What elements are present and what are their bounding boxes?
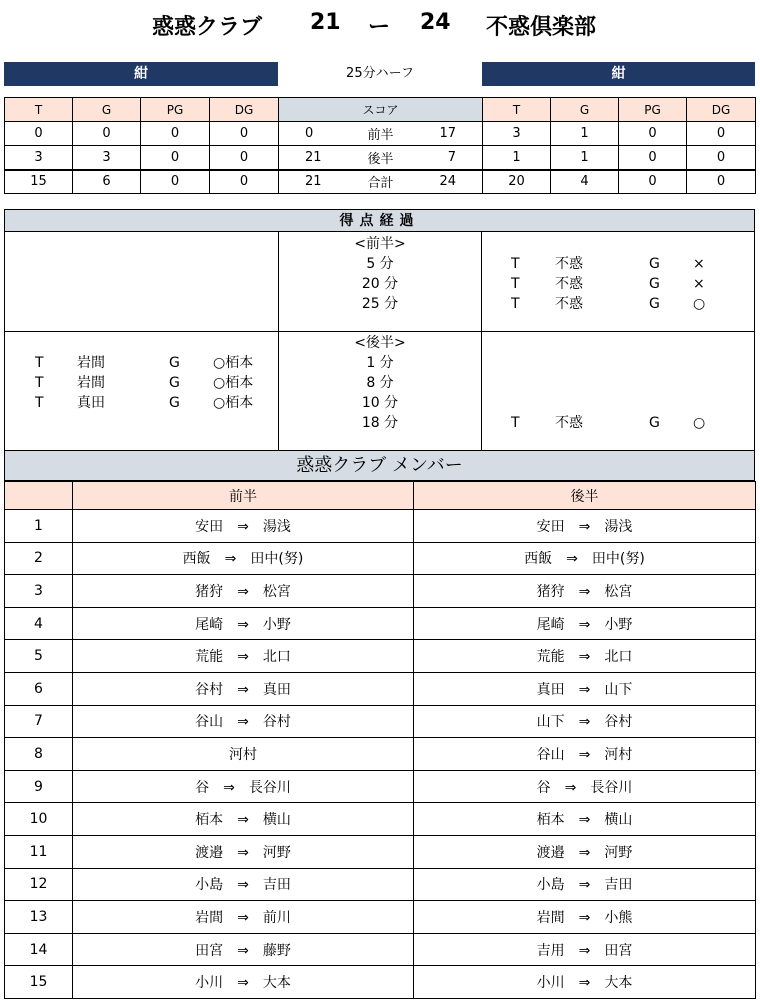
first-half-player [73,966,414,999]
away-score-event [481,294,753,314]
second-half-label: <後半> [354,335,406,351]
header-number [5,482,73,510]
first-half-player [73,640,414,673]
first-half-player [73,542,414,575]
second-half-player [414,672,756,705]
position-number: 4 [5,607,73,640]
event-type: T [511,276,520,292]
header-t: T [483,98,551,122]
score-time: 8 分 [366,375,394,391]
substitute-name: 河野 [262,844,291,861]
player-name: 吉用 [536,942,565,959]
second-half-player [414,770,756,803]
away-score-event [481,274,753,294]
home-total-score: 21 [279,170,347,194]
player-name: 谷山 [195,714,224,731]
second-half-player [414,803,756,836]
event-player: 不惑 [555,415,583,431]
away-pg: 0 [619,170,687,194]
away-dg: 0 [687,170,756,194]
second-half-player [414,510,756,543]
first-half-player [73,803,414,836]
substitution-arrow-icon: ⇒ [237,975,249,992]
first-half-player [73,835,414,868]
substitution-arrow-icon: ⇒ [237,812,249,829]
home-team-name: 惑惑クラブ [152,15,263,40]
away-g: 4 [551,170,619,194]
substitute-name: 大本 [262,975,291,992]
substitution-arrow-icon: ⇒ [566,551,578,568]
position-number: 3 [5,575,73,608]
table-row [5,966,756,999]
player-name: 猪狩 [195,583,224,600]
player-name: 荒能 [195,649,224,666]
substitution-arrow-icon: ⇒ [237,616,249,633]
substitute-name: 谷村 [604,714,633,731]
first-half-player [73,933,414,966]
away-dg: 0 [687,122,756,146]
second-half-player [414,640,756,673]
second-half-player [414,933,756,966]
event-conversion: G [169,375,180,391]
substitute-name: 長谷川 [590,779,633,796]
player-name: 尾崎 [195,616,224,633]
away-team-name: 不惑倶楽部 [486,15,597,40]
substitute-name: 長谷川 [248,779,291,796]
event-player: 不惑 [555,256,583,272]
event-result: ○栢本 [213,355,254,371]
event-conversion: G [169,395,180,411]
event-type: T [35,355,44,371]
score-time: 20 分 [361,276,399,292]
player-name: 渡邉 [195,844,224,861]
home-half-score: 0 [279,122,347,146]
substitute-name: 湯浅 [262,518,291,535]
player-name: 谷 [536,779,551,796]
event-type: T [511,415,520,431]
player-name: 栢本 [195,812,224,829]
player-name: 岩間 [536,909,565,926]
table-row [5,640,756,673]
scoring-progress [4,209,755,451]
first-half-player [73,901,414,934]
substitution-arrow-icon: ⇒ [237,649,249,666]
substitution-arrow-icon: ⇒ [578,583,591,600]
substitute-name: 河村 [604,746,633,763]
score-row-total [5,170,756,194]
header-first-half: 前半 [73,482,414,510]
event-type: T [511,256,520,272]
table-row [5,933,756,966]
score-header-row [5,98,756,122]
player-name: 真田 [536,681,565,698]
second-half-player [414,901,756,934]
home-score-event [5,393,277,413]
event-conversion: G [649,256,660,272]
substitution-arrow-icon: ⇒ [578,681,591,698]
player-name: 渡邉 [536,844,565,861]
score-time: 10 分 [361,395,399,411]
player-name: 西飯 [182,551,211,568]
first-half-player [73,770,414,803]
substitute-name: 山下 [604,681,633,698]
player-name: 小島 [536,877,565,894]
away-t: 1 [483,146,551,170]
event-result: ○ [693,415,706,431]
event-conversion: G [649,276,660,292]
event-player: 岩間 [77,355,105,371]
position-number: 2 [5,542,73,575]
home-t: 15 [5,170,73,194]
substitute-name: 河野 [604,844,633,861]
substitution-arrow-icon: ⇒ [237,518,249,535]
first-half-player [73,575,414,608]
player-name: 栢本 [536,812,565,829]
header-dg: DG [687,98,756,122]
position-number: 12 [5,868,73,901]
half-label: 後半 [347,146,415,170]
table-row [5,868,756,901]
away-half-score: 7 [415,146,483,170]
event-result: ○栢本 [213,375,254,391]
away-t: 3 [483,122,551,146]
second-half-player [414,542,756,575]
substitute-name: 小野 [604,616,633,633]
table-row [5,835,756,868]
substitute-name: 吉田 [262,877,291,894]
substitute-name: 谷村 [262,714,291,731]
substitution-arrow-icon: ⇒ [578,844,591,861]
player-name: 安田 [195,518,224,535]
player-name: 岩間 [195,909,224,926]
substitute-name: 田中(努) [591,551,645,568]
first-half-player [73,672,414,705]
first-half-player [73,868,414,901]
home-score: 21 [310,10,341,35]
position-number: 15 [5,966,73,999]
substitute-name: 北口 [604,649,633,666]
player-name: 田宮 [195,942,224,959]
event-player: 岩間 [77,375,105,391]
table-row [5,803,756,836]
player-name: 猪狩 [536,583,565,600]
substitution-arrow-icon: ⇒ [578,746,591,763]
position-number: 1 [5,510,73,543]
player-name: 小島 [195,877,224,894]
substitute-name: 横山 [604,812,633,829]
player-name: 谷村 [195,681,224,698]
substitute-name: 大本 [604,975,633,992]
substitute-name: 藤野 [262,942,291,959]
event-type: T [35,395,44,411]
second-half-player [414,868,756,901]
home-half-score: 21 [279,146,347,170]
header-t: T [5,98,73,122]
substitution-arrow-icon: ⇒ [578,616,591,633]
first-half-player [73,705,414,738]
home-dg: 0 [210,146,279,170]
first-half-times [279,234,481,314]
position-number: 13 [5,901,73,934]
divider [5,331,754,332]
substitution-arrow-icon: ⇒ [578,975,591,992]
substitution-arrow-icon: ⇒ [237,714,249,731]
away-score: 24 [420,10,451,35]
home-g: 6 [73,170,141,194]
substitution-arrow-icon: ⇒ [237,877,249,894]
substitution-arrow-icon: ⇒ [223,779,235,796]
score-row-first-half [5,122,756,146]
player-name: 荒能 [536,649,565,666]
home-dg: 0 [210,122,279,146]
position-number: 14 [5,933,73,966]
substitution-arrow-icon: ⇒ [578,877,591,894]
table-row [5,607,756,640]
position-number: 6 [5,672,73,705]
substitute-name: 前川 [262,909,291,926]
score-time: 1 分 [366,355,394,371]
scoring-progress-title: 得点経過 [5,210,754,232]
substitution-arrow-icon: ⇒ [578,714,591,731]
table-row [5,542,756,575]
event-type: T [35,375,44,391]
event-conversion: G [169,355,180,371]
event-player: 真田 [77,395,105,411]
members-title: 惑惑クラブ メンバー [4,451,755,481]
substitution-arrow-icon: ⇒ [578,649,591,666]
event-result: × [693,256,705,272]
first-half-player [73,738,414,771]
score-time: 5 分 [366,256,394,272]
substitution-arrow-icon: ⇒ [237,681,249,698]
substitute-name: 松宮 [262,583,291,600]
home-pg: 0 [141,146,210,170]
score-dash: ー [368,15,391,40]
header-second-half: 後半 [414,482,756,510]
home-t: 0 [5,122,73,146]
event-player: 不惑 [555,296,583,312]
away-pg: 0 [619,122,687,146]
substitute-name: 湯浅 [604,518,633,535]
player-name: 安田 [536,518,565,535]
home-g: 3 [73,146,141,170]
player-name: 谷山 [536,746,565,763]
event-result: ○栢本 [213,395,254,411]
substitution-arrow-icon: ⇒ [564,779,577,796]
table-row [5,575,756,608]
position-number: 11 [5,835,73,868]
second-half-player [414,966,756,999]
second-half-player [414,575,756,608]
home-t: 3 [5,146,73,170]
table-row [5,738,756,771]
position-number: 8 [5,738,73,771]
away-dg: 0 [687,146,756,170]
half-label: 前半 [347,122,415,146]
header-pg: PG [141,98,210,122]
substitution-arrow-icon: ⇒ [237,909,249,926]
substitution-arrow-icon: ⇒ [578,909,591,926]
player-name: 谷 [195,779,210,796]
event-result: ○ [693,296,706,312]
event-conversion: G [649,415,660,431]
substitute-name: 北口 [262,649,291,666]
header-dg: DG [210,98,279,122]
header-pg: PG [619,98,687,122]
score-time: 25 分 [361,296,399,312]
substitute-name: 吉田 [604,877,633,894]
header-score: スコア [279,98,483,122]
away-total-score: 24 [415,170,483,194]
position-number: 10 [5,803,73,836]
members-header-row [5,482,756,510]
event-result: × [693,276,705,292]
second-half-player [414,738,756,771]
home-pg: 0 [141,122,210,146]
away-g: 1 [551,122,619,146]
substitute-name: 松宮 [604,583,633,600]
home-dg: 0 [210,170,279,194]
members-table [4,481,756,999]
table-row [5,770,756,803]
away-score-event [481,413,753,433]
substitute-name: 小野 [262,616,291,633]
substitute-name: 真田 [262,681,291,698]
away-score-event [481,254,753,274]
event-type: T [511,296,520,312]
position-number: 7 [5,705,73,738]
player-name: 小川 [536,975,565,992]
home-score-event [5,353,277,373]
substitution-arrow-icon: ⇒ [237,583,249,600]
table-row [5,672,756,705]
away-pg: 0 [619,146,687,170]
away-half-score: 17 [415,122,483,146]
header-g: G [551,98,619,122]
position-number: 5 [5,640,73,673]
first-half-player [73,607,414,640]
substitution-arrow-icon: ⇒ [578,942,591,959]
home-g: 0 [73,122,141,146]
members-body [5,510,756,999]
substitute-name: 田中(努) [250,551,304,568]
score-table [4,97,756,194]
position-number: 9 [5,770,73,803]
table-row [5,901,756,934]
score-time: 18 分 [361,415,399,431]
away-jersey-color: 紺 [482,62,755,86]
away-t: 20 [483,170,551,194]
second-half-times [279,333,481,433]
player-name: 尾崎 [536,616,565,633]
substitution-arrow-icon: ⇒ [224,551,237,568]
total-label: 合計 [347,170,415,194]
second-half-player [414,835,756,868]
substitute-name: 小熊 [604,909,633,926]
match-title [0,0,760,50]
first-half-player [73,510,414,543]
score-row-second-half [5,146,756,170]
player-name: 山下 [536,714,565,731]
header-g: G [73,98,141,122]
away-g: 1 [551,146,619,170]
player-name: 小川 [195,975,224,992]
substitute-name: 横山 [262,812,291,829]
substitute-name: 田宮 [604,942,633,959]
player-name: 西飯 [524,551,553,568]
event-conversion: G [649,296,660,312]
match-length: 25分ハーフ [346,66,414,81]
table-row [5,510,756,543]
first-half-label: <前半> [354,236,406,252]
substitution-arrow-icon: ⇒ [578,518,591,535]
second-half-player [414,705,756,738]
second-half-player [414,607,756,640]
substitution-arrow-icon: ⇒ [237,844,249,861]
event-player: 不惑 [555,276,583,292]
home-pg: 0 [141,170,210,194]
player-name: 河村 [229,746,257,763]
table-row [5,705,756,738]
substitution-arrow-icon: ⇒ [578,812,591,829]
home-jersey-color: 紺 [4,62,278,86]
substitution-arrow-icon: ⇒ [237,942,249,959]
home-score-event [5,373,277,393]
